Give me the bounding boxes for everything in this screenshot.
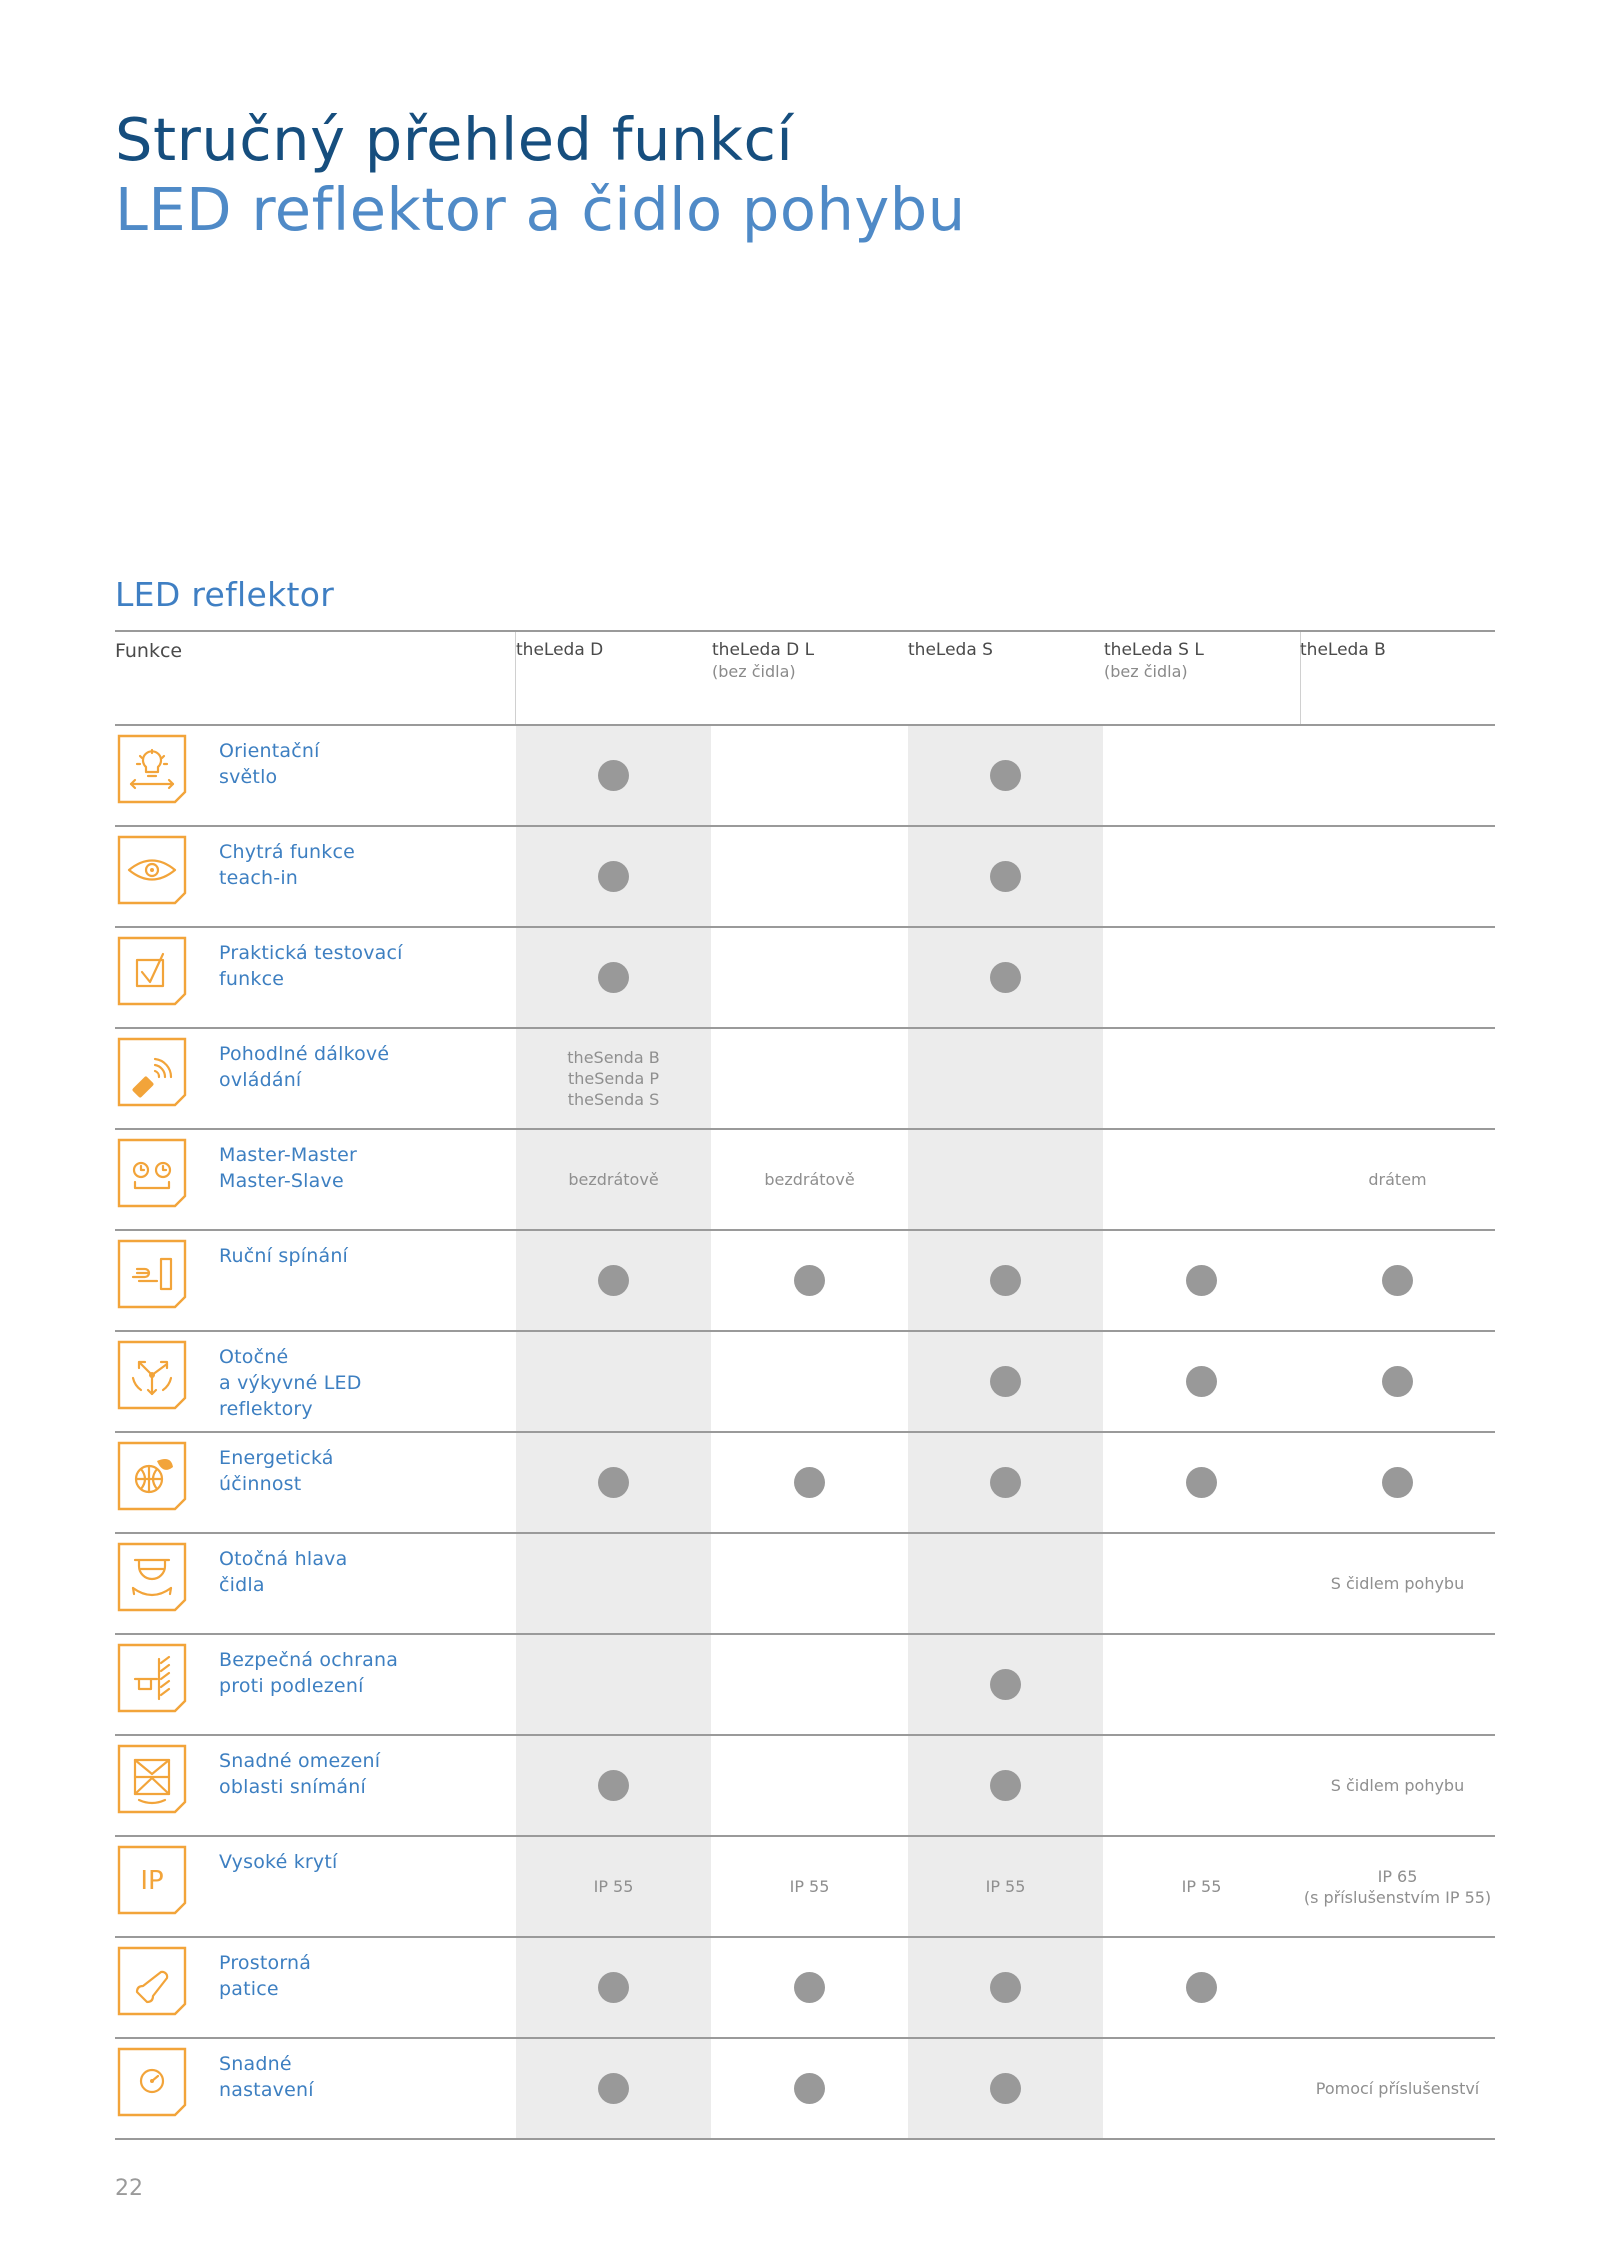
table-cell [1104,2039,1299,2138]
table-cell [712,827,907,926]
table-cell [712,1938,907,2037]
table-cell [1300,1635,1495,1734]
feature-label: Orientační světlo [219,740,320,788]
feature-label: Vysoké krytí [219,1851,338,1873]
table-body [115,726,1495,2140]
table-cell [908,1332,1103,1431]
feature-dot [794,2073,825,2104]
table-cell [516,928,711,1027]
header-col-name: theLeda D L [712,640,815,660]
title-line-2: LED reflektor a čidlo pohybu [115,175,966,244]
table-cell [712,1130,907,1229]
table-cell [908,1433,1103,1532]
cell-text: theSenda B theSenda P theSenda S [567,1048,660,1109]
table-cell [1104,1837,1299,1936]
table-cell [516,1029,711,1128]
cell-text: IP 55 [1181,1877,1222,1896]
page-title [115,105,966,245]
feature-label: Master-Master Master-Slave [219,1144,358,1192]
feature-dot [990,1366,1021,1397]
table-row [115,1938,1495,2039]
feature-dot [598,760,629,791]
table-cell [712,2039,907,2138]
table-cell [1104,1534,1299,1633]
table-cell [712,1332,907,1431]
hand-switch-icon [117,1239,187,1309]
table-cell [712,928,907,1027]
table-cell [516,1130,711,1229]
page-number: 22 [115,2176,143,2201]
table-cell [712,1433,907,1532]
table-cell [516,1938,711,2037]
feature-label: Energetická účinnost [219,1447,334,1495]
table-cell [712,1534,907,1633]
feature-dot [598,2073,629,2104]
table-cell [1300,1837,1495,1936]
checkbox-icon [117,936,187,1006]
feature-label: Prostorná patice [219,1952,312,2000]
table-cell [1104,827,1299,926]
cell-text: IP 55 [593,1877,634,1896]
table-cell [712,1029,907,1128]
header-feature: Funkce [115,640,183,662]
table-cell [908,1938,1103,2037]
table-cell [516,1231,711,1330]
table-cell [1104,1332,1299,1431]
table-row [115,1635,1495,1736]
feature-dot [598,1972,629,2003]
feature-dot [1382,1265,1413,1296]
feature-label: Otočná hlava čidla [219,1548,348,1596]
table-cell [1104,726,1299,825]
table-cell [712,1635,907,1734]
table-row [115,1231,1495,1332]
cell-text: Pomocí příslušenství [1315,2079,1480,2098]
feature-dot [598,1265,629,1296]
feature-dot [794,1467,825,1498]
feature-label: Pohodlné dálkové ovládání [219,1043,390,1091]
header-col-sub: (bez čidla) [712,662,796,681]
table-cell [516,1534,711,1633]
detection-area-icon [117,1744,187,1814]
table-cell [908,1736,1103,1835]
table-cell [1300,1130,1495,1229]
feature-label: Snadné omezení oblasti snímání [219,1750,381,1798]
table-cell [1300,1736,1495,1835]
table-cell [908,1837,1103,1936]
table-cell [712,1837,907,1936]
light-bulb-icon [117,734,187,804]
feature-dot [1186,1972,1217,2003]
header-col-name: theLeda S [908,640,993,660]
header-col-4 [1104,640,1204,681]
dial-setting-icon [117,2047,187,2117]
table-cell [1300,2039,1495,2138]
master-slave-icon [117,1138,187,1208]
cell-text: drátem [1368,1170,1427,1189]
table-row [115,928,1495,1029]
table-cell [908,827,1103,926]
feature-label: Bezpečná ochrana proti podlezení [219,1649,399,1697]
table-row [115,827,1495,928]
table-cell [516,1837,711,1936]
feature-dot [794,1265,825,1296]
globe-leaf-icon [117,1441,187,1511]
feature-dot [598,861,629,892]
remote-control-icon [117,1037,187,1107]
table-row [115,1433,1495,1534]
cell-text: bezdrátově [764,1170,855,1189]
table-cell [1300,1433,1495,1532]
feature-dot [990,861,1021,892]
table-cell [516,726,711,825]
wall-protection-icon [117,1643,187,1713]
header-col-sub: (bez čidla) [1104,662,1188,681]
table-row [115,1029,1495,1130]
table-cell [1104,1433,1299,1532]
table-cell [516,1635,711,1734]
feature-label: Otočné a výkyvné LED reflektory [219,1346,362,1420]
table-row [115,726,1495,827]
cell-text: S čidlem pohybu [1330,1776,1465,1795]
feature-dot [990,2073,1021,2104]
feature-dot [1382,1467,1413,1498]
socket-tool-icon [117,1946,187,2016]
table-cell [1104,1029,1299,1128]
feature-dot [1186,1366,1217,1397]
table-row [115,1130,1495,1231]
cell-text: IP 55 [789,1877,830,1896]
section-title: LED reflektor [115,575,335,614]
svg-text:IP: IP [140,1866,164,1896]
table-cell [1300,1534,1495,1633]
table-cell [516,1433,711,1532]
feature-dot [990,1265,1021,1296]
table-cell [908,1534,1103,1633]
table-cell [1104,1635,1299,1734]
table-cell [1300,1231,1495,1330]
header-col-5 [1300,640,1386,660]
table-cell [712,1736,907,1835]
table-cell [1300,1029,1495,1128]
feature-label: Snadné nastavení [219,2053,314,2101]
table-cell [908,928,1103,1027]
table-row [115,1736,1495,1837]
table-header [115,630,1495,726]
table-cell [1300,928,1495,1027]
feature-dot [1186,1265,1217,1296]
header-col-3 [908,640,993,660]
table-row [115,1837,1495,1938]
table-cell [712,726,907,825]
table-cell [1104,1130,1299,1229]
table-cell [908,2039,1103,2138]
header-col-2 [712,640,814,681]
eye-icon [117,835,187,905]
feature-label: Chytrá funkce teach-in [219,841,356,889]
table-cell [1104,928,1299,1027]
table-row [115,1534,1495,1635]
feature-dot [990,1770,1021,1801]
header-col-name: theLeda B [1300,640,1386,660]
table-cell [516,827,711,926]
table-cell [1104,1736,1299,1835]
rotate-arrows-icon [117,1340,187,1410]
feature-dot [990,1669,1021,1700]
cell-text: S čidlem pohybu [1330,1574,1465,1593]
feature-label: Ruční spínání [219,1245,349,1267]
table-cell [1104,1938,1299,2037]
ip-rating-icon [117,1845,187,1915]
table-cell [712,1231,907,1330]
table-cell [908,1635,1103,1734]
feature-dot [990,1467,1021,1498]
table-cell [908,1029,1103,1128]
table-row [115,1332,1495,1433]
cell-text: IP 65 (s příslušenstvím IP 55) [1303,1866,1492,1907]
feature-dot [990,962,1021,993]
feature-dot [794,1972,825,2003]
table-cell [1300,1332,1495,1431]
feature-dot [598,962,629,993]
feature-dot [990,1972,1021,2003]
table-cell [1104,1231,1299,1330]
header-col-name: theLeda S L [1104,640,1204,660]
feature-label: Praktická testovací funkce [219,942,403,990]
table-cell [908,726,1103,825]
table-cell [1300,827,1495,926]
title-line-1: Stručný přehled funkcí [115,105,794,174]
feature-dot [598,1770,629,1801]
table-cell [1300,1938,1495,2037]
table-cell [908,1231,1103,1330]
table-row [115,2039,1495,2140]
cell-text: IP 55 [985,1877,1026,1896]
cell-text: bezdrátově [568,1170,659,1189]
feature-dot [598,1467,629,1498]
table-cell [516,2039,711,2138]
header-col-name: theLeda D [516,640,604,660]
feature-table [115,630,1495,2140]
sensor-head-icon [117,1542,187,1612]
feature-dot [990,760,1021,791]
table-cell [1300,726,1495,825]
table-cell [908,1130,1103,1229]
header-col-1 [516,640,603,660]
feature-dot [1382,1366,1413,1397]
table-cell [516,1332,711,1431]
table-cell [516,1736,711,1835]
feature-dot [1186,1467,1217,1498]
